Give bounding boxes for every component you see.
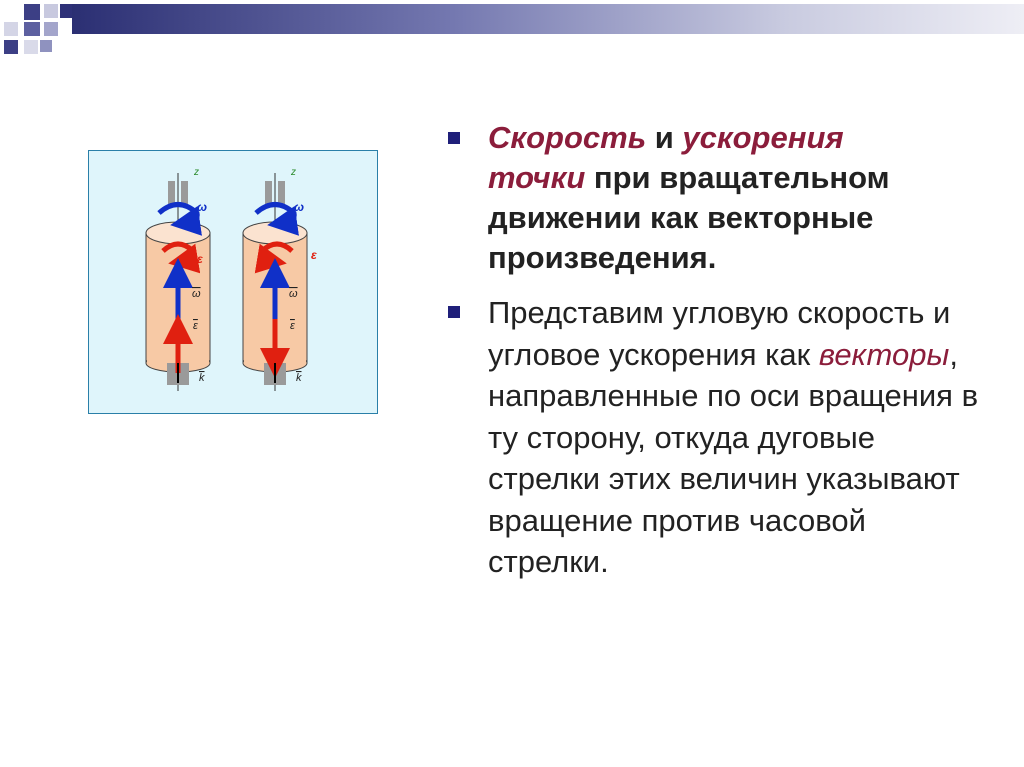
bullet2-term-vectors: векторы [818, 336, 950, 372]
deco-square [4, 40, 18, 54]
bullet1-term-velocity: Скорость [488, 120, 647, 155]
epsilon-label-right: ε [311, 248, 317, 262]
bullet2-text-end: , направленные по оси вращения в ту сторону, откуда дуговые стрелки этих величин указывают вращение против часовой стрелки. [488, 336, 979, 579]
deco-square [44, 22, 58, 36]
deco-square [44, 4, 58, 18]
bullet1-rest: при вращательном движении как векторные произведения. [488, 160, 890, 275]
bullet-item-2 [448, 292, 988, 583]
header-gradient-bar [72, 4, 1024, 34]
deco-square [24, 40, 38, 54]
omega-vector-label-left: ω [192, 288, 201, 300]
header-decoration [0, 0, 1024, 70]
omega-label-right: ω [294, 200, 305, 214]
bullet2-text-start: Представим угловую скорость и угловое ускорения как [488, 295, 951, 372]
deco-square [24, 22, 40, 36]
k-vector-label-right: k [296, 372, 302, 384]
z-label-left: z [194, 167, 199, 178]
omega-vector-label-right: ω [289, 288, 298, 300]
rotation-figure [88, 150, 378, 414]
z-label-right: z [291, 167, 296, 178]
epsilon-label-left: ε [197, 252, 203, 266]
square-bullet-icon [448, 306, 460, 318]
square-bullet-icon [448, 132, 460, 144]
slide-content [448, 118, 988, 597]
bullet1-conj: и [646, 120, 683, 155]
deco-square [60, 4, 72, 18]
deco-square [24, 4, 40, 20]
deco-square [4, 22, 18, 36]
epsilon-vector-label-right: ε [290, 320, 295, 332]
k-vector-label-left: k [199, 372, 205, 384]
rotation-diagram [89, 151, 377, 413]
deco-square [40, 40, 52, 52]
epsilon-vector-label-left: ε [193, 320, 198, 332]
bullet1-term-point: точки [488, 160, 586, 195]
bullet-item-1 [448, 118, 988, 278]
omega-label-left: ω [197, 200, 208, 214]
bullet1-term-acceleration: ускорения [682, 120, 844, 155]
